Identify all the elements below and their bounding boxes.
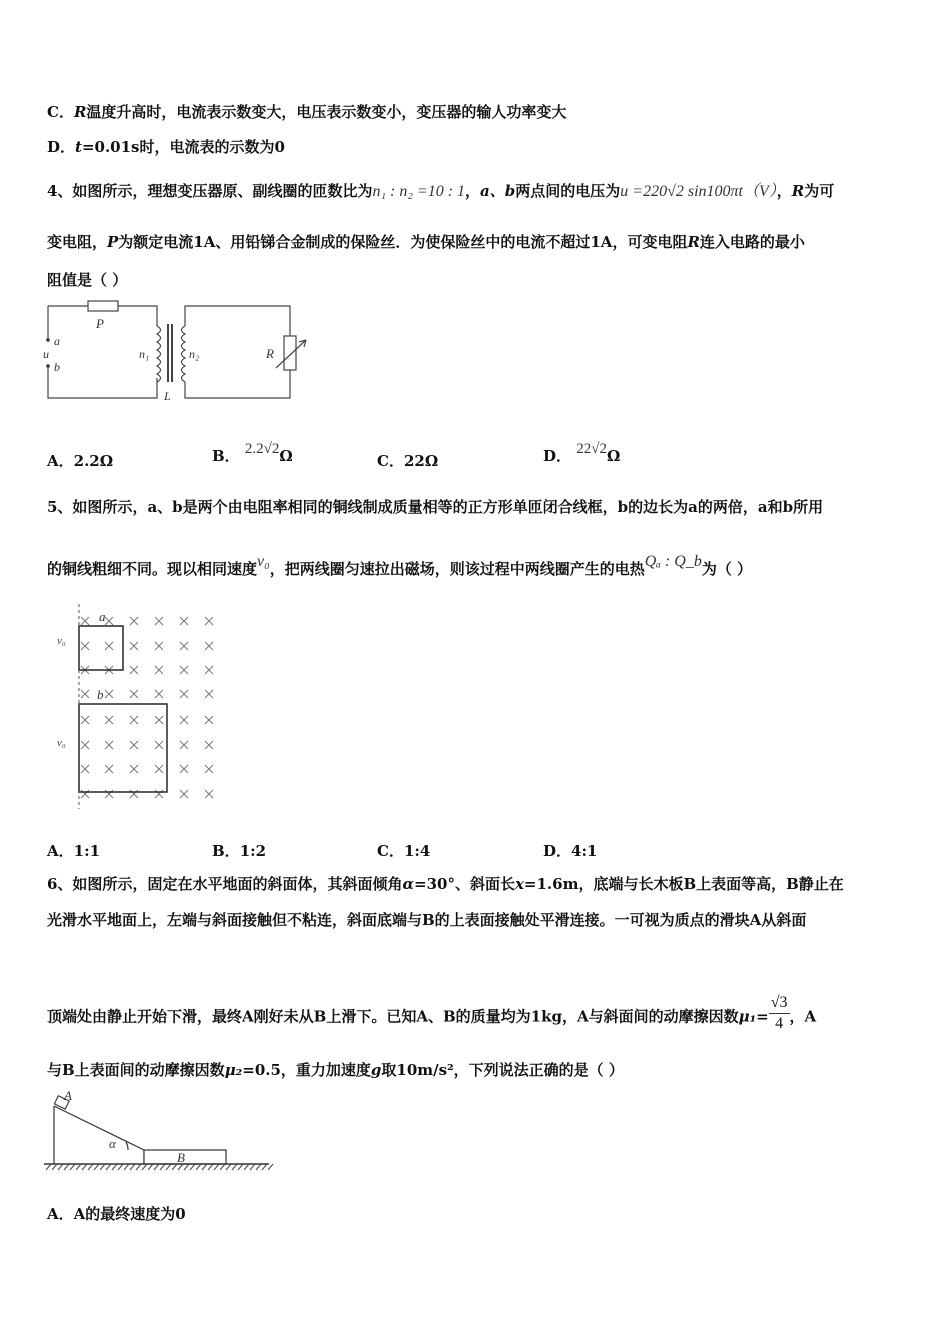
field-cross bbox=[81, 642, 89, 650]
field-cross bbox=[130, 741, 138, 749]
field-cross bbox=[130, 642, 138, 650]
hatch-line bbox=[94, 1164, 99, 1170]
fuse-label: P bbox=[96, 316, 104, 331]
incline-board-figure bbox=[44, 1088, 274, 1172]
field-cross bbox=[155, 716, 163, 724]
hatch-line bbox=[58, 1164, 63, 1170]
field-cross bbox=[180, 741, 188, 749]
hatch-line bbox=[136, 1164, 141, 1170]
loop-a bbox=[79, 626, 123, 670]
hatch-line bbox=[238, 1164, 243, 1170]
hatch-line bbox=[100, 1164, 105, 1170]
field-cross bbox=[81, 765, 89, 773]
hatch-line bbox=[130, 1164, 135, 1170]
board-b-label: B bbox=[177, 1150, 185, 1165]
transformer-circuit-figure bbox=[40, 298, 310, 408]
q4-line-1: 4、如图所示，理想变压器原、副线圈的匝数比为n₁ : n₂ =10 : 1，a、b两点间的电压为u =220√2 sin100πt（V），R为可 bbox=[47, 182, 835, 200]
field-cross bbox=[130, 765, 138, 773]
field-cross bbox=[105, 741, 113, 749]
q5-line-1: 5、如图所示，a、b是两个由电阻率相同的铜线制成质量相等的正方形单匝闭合线框，b的边长为a的两倍，a和b所用 bbox=[47, 498, 824, 516]
q5-option-c[interactable]: C．1:4 bbox=[377, 842, 431, 860]
field-cross bbox=[205, 741, 213, 749]
field-cross bbox=[130, 617, 138, 625]
field-cross bbox=[155, 617, 163, 625]
field-cross bbox=[205, 690, 213, 698]
field-cross bbox=[105, 716, 113, 724]
field-cross bbox=[105, 642, 113, 650]
hatch-line bbox=[208, 1164, 213, 1170]
hatch-line bbox=[154, 1164, 159, 1170]
field-cross bbox=[105, 617, 113, 625]
ground-hatching bbox=[46, 1164, 273, 1170]
q6-line-3: 顶端处由静止开始下滑，最终A刚好未从B上滑下。已知A、B的质量均为1kg，A与斜面间的动摩擦因数μ₁= $\frac{√3}{4}$ ，A bbox=[47, 994, 817, 1032]
hatch-line bbox=[160, 1164, 165, 1170]
hatch-line bbox=[244, 1164, 249, 1170]
loop-a-v0-label: v₀ bbox=[57, 635, 66, 647]
hatch-line bbox=[166, 1164, 171, 1170]
hatch-line bbox=[214, 1164, 219, 1170]
hatch-line bbox=[220, 1164, 225, 1170]
hatch-line bbox=[124, 1164, 129, 1170]
field-cross bbox=[180, 617, 188, 625]
hatch-line bbox=[196, 1164, 201, 1170]
field-cross bbox=[205, 716, 213, 724]
n2-label: n₂ bbox=[189, 347, 200, 361]
field-cross bbox=[205, 765, 213, 773]
field-cross bbox=[81, 716, 89, 724]
field-cross bbox=[180, 716, 188, 724]
field-cross bbox=[180, 642, 188, 650]
hatch-line bbox=[226, 1164, 231, 1170]
field-cross bbox=[81, 741, 89, 749]
q4-line-2: 变电阻，P为额定电流1A、用铅锑合金制成的保险丝．为使保险丝中的电流不超过1A，可变电阻R连入电路的最小 bbox=[47, 233, 805, 251]
hatch-line bbox=[76, 1164, 81, 1170]
field-cross bbox=[205, 790, 213, 798]
q6-line-4: 与B上表面间的动摩擦因数μ₂=0.5，重力加速度g取10m/s²，下列说法正确的是（ ） bbox=[47, 1061, 624, 1079]
loop-b bbox=[79, 704, 167, 792]
hatch-line bbox=[256, 1164, 261, 1170]
hatch-line bbox=[52, 1164, 57, 1170]
q6-line-2: 光滑水平地面上，左端与斜面接触但不粘连，斜面底端与B的上表面接触处平滑连接。一可视为质点的滑块A从斜面 bbox=[47, 911, 807, 929]
q6-option-a[interactable]: A．A的最终速度为0 bbox=[47, 1205, 186, 1223]
hatch-line bbox=[190, 1164, 195, 1170]
q4-option-a[interactable]: A．2.2Ω bbox=[47, 452, 114, 470]
hatch-line bbox=[148, 1164, 153, 1170]
hatch-line bbox=[250, 1164, 255, 1170]
hatch-line bbox=[202, 1164, 207, 1170]
resistor-r-label: R bbox=[266, 346, 274, 361]
field-cross bbox=[105, 765, 113, 773]
hatch-line bbox=[142, 1164, 147, 1170]
block-a-label: A bbox=[64, 1088, 72, 1103]
field-cross bbox=[81, 617, 89, 625]
q4-option-c[interactable]: C．22Ω bbox=[377, 452, 439, 470]
field-cross bbox=[105, 690, 113, 698]
q6-line-1: 6、如图所示，固定在水平地面的斜面体，其斜面倾角α=30°、斜面长x=1.6m，底端与长木板B上表面等高，B静止在 bbox=[47, 875, 844, 893]
hatch-line bbox=[232, 1164, 237, 1170]
field-cross bbox=[180, 690, 188, 698]
hatch-line bbox=[46, 1164, 51, 1170]
terminal-a-dot bbox=[46, 338, 50, 342]
field-cross bbox=[130, 690, 138, 698]
field-crosses bbox=[81, 617, 213, 798]
hatch-line bbox=[64, 1164, 69, 1170]
q4-option-d[interactable]: D． 22√2Ω bbox=[543, 441, 621, 465]
field-cross bbox=[155, 690, 163, 698]
hatch-line bbox=[268, 1164, 273, 1170]
field-cross bbox=[155, 765, 163, 773]
q5-option-a[interactable]: A．1:1 bbox=[47, 842, 101, 860]
q4-option-b[interactable]: B． 2.2√2Ω bbox=[212, 441, 293, 465]
terminal-a-label: a bbox=[54, 334, 60, 348]
turns-ratio: n₁ : n₂ =10 : 1 bbox=[372, 183, 466, 200]
field-cross bbox=[130, 666, 138, 674]
field-cross bbox=[180, 765, 188, 773]
v0-symbol: v₀ bbox=[257, 553, 270, 570]
voltage-expression: u =220√2 sin100πt（V） bbox=[620, 183, 777, 200]
heat-ratio: Qₐ : Q_b bbox=[644, 553, 702, 570]
field-cross bbox=[155, 642, 163, 650]
field-cross bbox=[130, 716, 138, 724]
lamp-l-label: L bbox=[164, 389, 171, 403]
hatch-line bbox=[82, 1164, 87, 1170]
field-cross bbox=[81, 690, 89, 698]
voltage-u-label: u bbox=[43, 347, 49, 361]
loop-a-label: a bbox=[99, 609, 106, 624]
n1-label: n₁ bbox=[139, 347, 150, 361]
q5-option-b[interactable]: B．1:2 bbox=[212, 842, 267, 860]
hatch-line bbox=[262, 1164, 267, 1170]
option-d-line: D．t=0.01s时，电流表的示数为0 bbox=[47, 138, 285, 156]
angle-alpha-label: α bbox=[109, 1136, 116, 1151]
field-cross bbox=[205, 642, 213, 650]
field-cross bbox=[180, 790, 188, 798]
hatch-line bbox=[88, 1164, 93, 1170]
magnetic-field-figure bbox=[55, 604, 230, 814]
field-cross bbox=[205, 617, 213, 625]
mu1-fraction: $\frac{√3}{4}$ bbox=[770, 994, 788, 1032]
hatch-line bbox=[112, 1164, 117, 1170]
loop-b-v0-label: v₀ bbox=[57, 737, 66, 749]
terminal-b-label: b bbox=[54, 360, 60, 374]
hatch-line bbox=[106, 1164, 111, 1170]
field-cross bbox=[155, 666, 163, 674]
hatch-line bbox=[70, 1164, 75, 1170]
q4-line-3: 阻值是（ ） bbox=[47, 271, 128, 289]
field-cross bbox=[180, 666, 188, 674]
field-cross bbox=[205, 666, 213, 674]
q5-option-d[interactable]: D．4:1 bbox=[543, 842, 598, 860]
hatch-line bbox=[118, 1164, 123, 1170]
terminal-b-dot bbox=[46, 364, 50, 368]
option-c-line: C．R温度升高时，电流表示数变大，电压表示数变小，变压器的输人功率变大 bbox=[47, 103, 567, 121]
loop-b-label: b bbox=[97, 687, 104, 702]
field-cross bbox=[155, 741, 163, 749]
q5-line-2: 的铜线粗细不同。现以相同速度v₀，把两线圈匀速拉出磁场，则该过程中两线圈产生的电热Qₐ : Q_b为（ ） bbox=[47, 553, 753, 578]
